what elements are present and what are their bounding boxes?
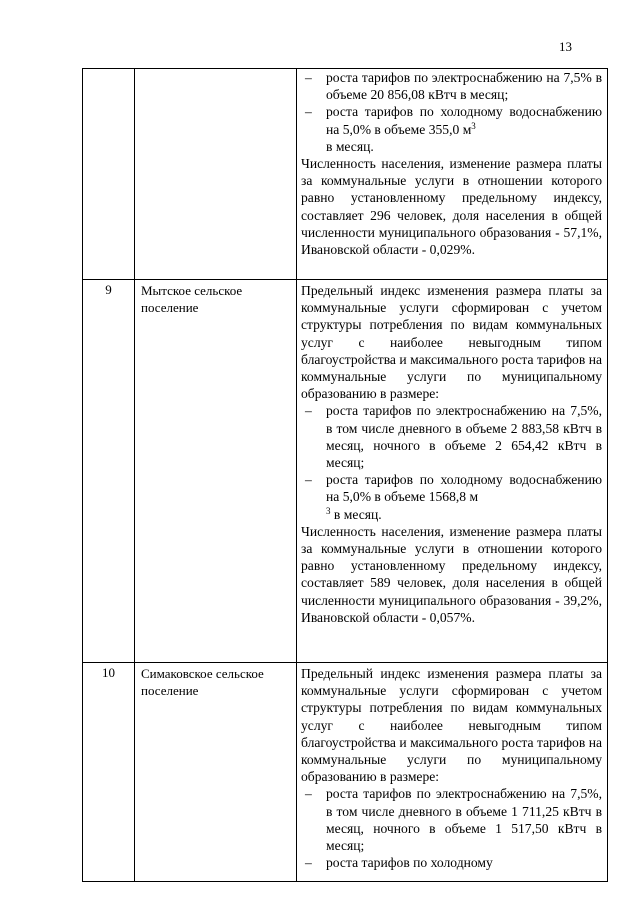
population-paragraph: Численность населения, изменение размера платы за коммунальные услуги в отношении которого равно установленному предельному индексу, составляет 296 человек, доля населения в общей численности муниципального образования - 57,1%, Ивановской области - 0,029%.	[301, 156, 602, 258]
list-item	[301, 854, 602, 871]
table-row	[83, 663, 608, 882]
superscript: 3	[326, 505, 331, 516]
bullet-text: роста тарифов по холодному водоснабжению на 5,0% в объеме 355,0 м	[326, 104, 602, 137]
page-number: 13	[559, 39, 572, 54]
bullet-dash: –	[305, 855, 312, 871]
municipality-name: Мытское сельское поселение	[135, 280, 297, 663]
bullet-text-cont: в месяц.	[326, 138, 374, 154]
tariff-description	[297, 69, 608, 280]
intro-paragraph: Предельный индекс изменения размера платы за коммунальные услуги сформирован с учетом структуры потребления по видам коммунальных услуг с наиболее невыгодным типом благоустройства и максимального роста тарифов на коммунальные услуги по муниципальному образованию в размере:	[301, 283, 602, 402]
municipality-table	[82, 68, 608, 882]
bullet-text: роста тарифов по электроснабжению на 7,5%, в том числе дневного в объеме 2 883,58 кВтч в месяц, ночного в объеме 2 654,42 кВтч в месяц;	[326, 403, 602, 471]
bullet-text: роста тарифов по электроснабжению на 7,5%, в том числе дневного в объеме 1 711,25 кВтч в месяц, ночного в объеме 1 517,50 кВтч в месяц;	[326, 786, 602, 854]
bullet-dash: –	[305, 70, 312, 85]
bullet-text: роста тарифов по холодному водоснабжению на 5,0% в объеме 1568,8 м	[326, 472, 602, 505]
list-item	[301, 402, 602, 471]
population-paragraph: Численность населения, изменение размера платы за коммунальные услуги в отношении которого равно установленному предельному индексу, составляет 589 человек, доля населения в общей численности муниципального образования - 39,2%, Ивановской области - 0,057%.	[301, 523, 602, 625]
row-number: 10	[83, 663, 135, 882]
list-item	[301, 103, 602, 155]
tariff-description	[297, 663, 608, 882]
bullet-text: роста тарифов по холодному	[326, 855, 493, 871]
list-item	[301, 471, 602, 523]
intro-paragraph: Предельный индекс изменения размера платы за коммунальные услуги сформирован с учетом структуры потребления по видам коммунальных услуг с наиболее невыгодным типом благоустройства и максимального роста тарифов на коммунальные услуги по муниципальному образованию в размере:	[301, 666, 602, 785]
bullet-text-cont: в месяц.	[333, 506, 382, 522]
bullet-dash: –	[305, 786, 312, 802]
municipality-name	[135, 69, 297, 280]
table-row	[83, 69, 608, 280]
list-item	[301, 785, 602, 854]
row-number: 9	[83, 280, 135, 663]
bullet-dash: –	[305, 472, 312, 488]
tariff-description	[297, 280, 608, 663]
list-item	[301, 69, 602, 103]
row-number	[83, 69, 135, 280]
bullet-dash: –	[305, 104, 312, 120]
bullet-text: роста тарифов по электроснабжению на 7,5% в объеме 20 856,08 кВтч в месяц;	[326, 70, 602, 103]
bullet-dash: –	[305, 403, 312, 419]
superscript: 3	[471, 120, 476, 131]
table-row	[83, 280, 608, 663]
municipality-name: Симаковское сельское поселение	[135, 663, 297, 882]
